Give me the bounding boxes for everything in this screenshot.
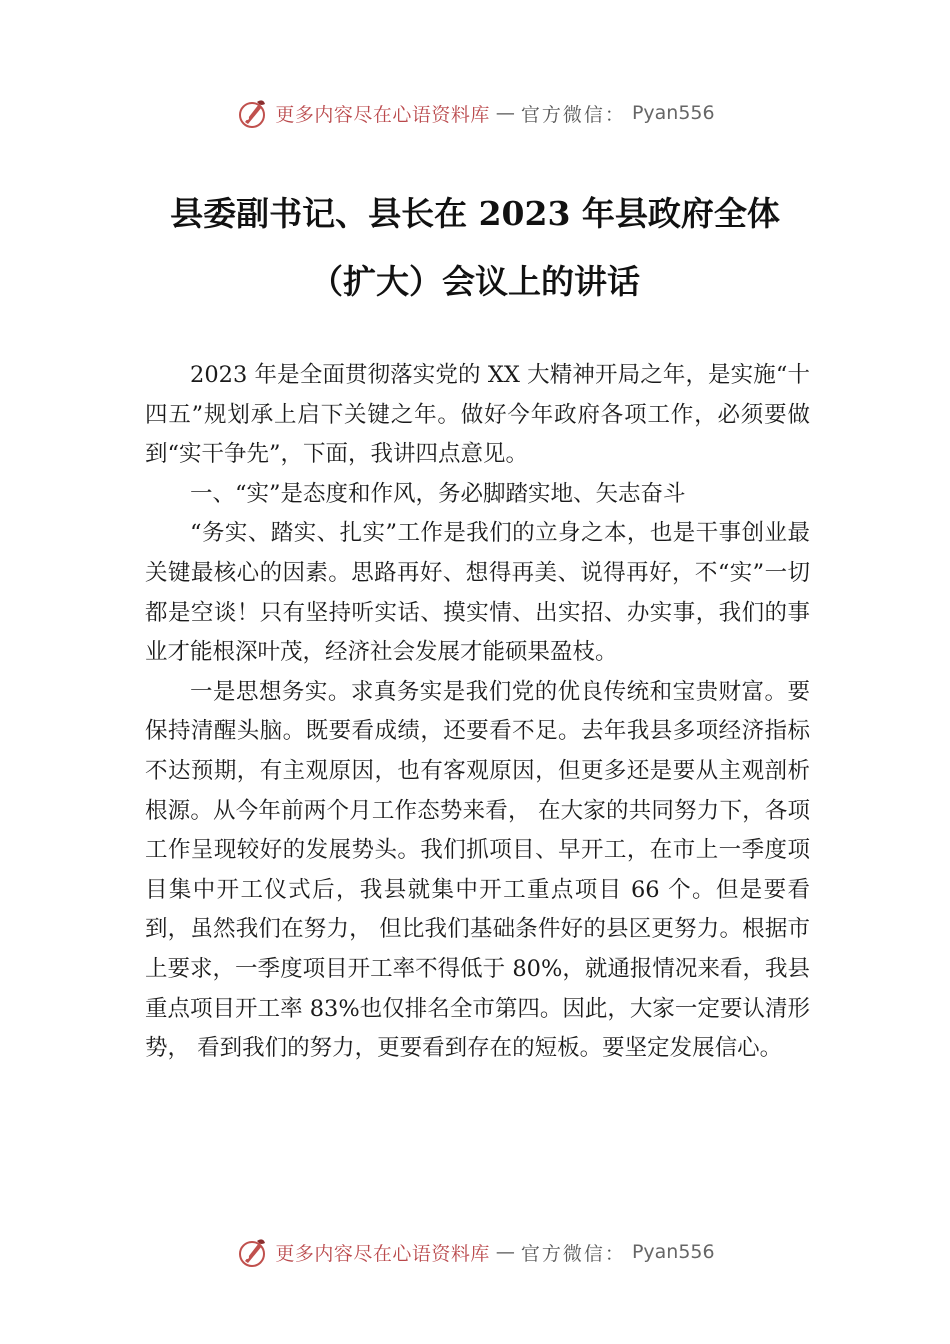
watermark-label: 官方微信：: [520, 1242, 626, 1265]
watermark-site-name: 更多内容尽在心语资料库: [275, 1242, 490, 1265]
footer-watermark: [0, 1235, 950, 1269]
document-title-line-2: （扩大）会议上的讲话: [310, 262, 640, 301]
watermark-dash: —: [495, 1241, 515, 1263]
watermark-wechat-id: Pyan556: [631, 102, 715, 124]
watermark-dash: —: [495, 102, 515, 124]
paragraph-thought-pragmatic: 一是思想务实。求真务实是我们党的优良传统和宝贵财富。要保持清醒头脑。既要看成绩，还要看不足。去年我县多项经济指标不达预期，有主观原因，也有客观原因，但更多还是要从主观剖析根源。从今年前两个月工作态势来看， 在大家的共同努力下，各项工作呈现较好的发展势头。我们抓项目、早开工，在市上一季度项目集中开工仪式后，我县就集中开工重点项目 66 个。但是要看到，虽然我们在努力， 但比我们基础条件好的县区更努力。根据市上要求，一季度项目开工率不得低于 80%，就通报情况来看，我县重点项目开工率 83%也仅排名全市第四。因此，大家一定要认清形势， 看到我们的努力，更要看到存在的短板。要坚定发展信心。: [145, 678, 810, 1062]
watermark-site-name: 更多内容尽在心语资料库: [275, 103, 490, 126]
paragraph-section-1: “务实、踏实、扎实”工作是我们的立身之本，也是干事创业最关键最核心的因素。思路再好、想得再美、说得再好，不“实”一切都是空谈！只有坚持听实话、摸实情、出实招、办实事，我们的事业才能根深叶茂，经济社会发展才能硕果盈枝。: [145, 520, 810, 666]
document-title-line-1: 县委副书记、县长在 2023 年县政府全体: [170, 194, 780, 233]
watermark-label: 官方微信：: [520, 103, 626, 126]
quill-logo-icon: [235, 96, 269, 130]
paragraph-intro: 2023 年是全面贯彻落实党的 XX 大精神开局之年，是实施“十四五”规划承上启下关键之年。做好今年政府各项工作，必须要做到“实干争先”，下面，我讲四点意见。: [145, 362, 810, 468]
section-heading-1: 一、“实”是态度和作风，务必脚踏实地、矢志奋斗: [190, 480, 686, 507]
watermark-wechat-id: Pyan556: [631, 1241, 715, 1263]
document-body: [145, 356, 810, 1069]
header-watermark: [0, 96, 950, 130]
quill-logo-icon: [235, 1235, 269, 1269]
